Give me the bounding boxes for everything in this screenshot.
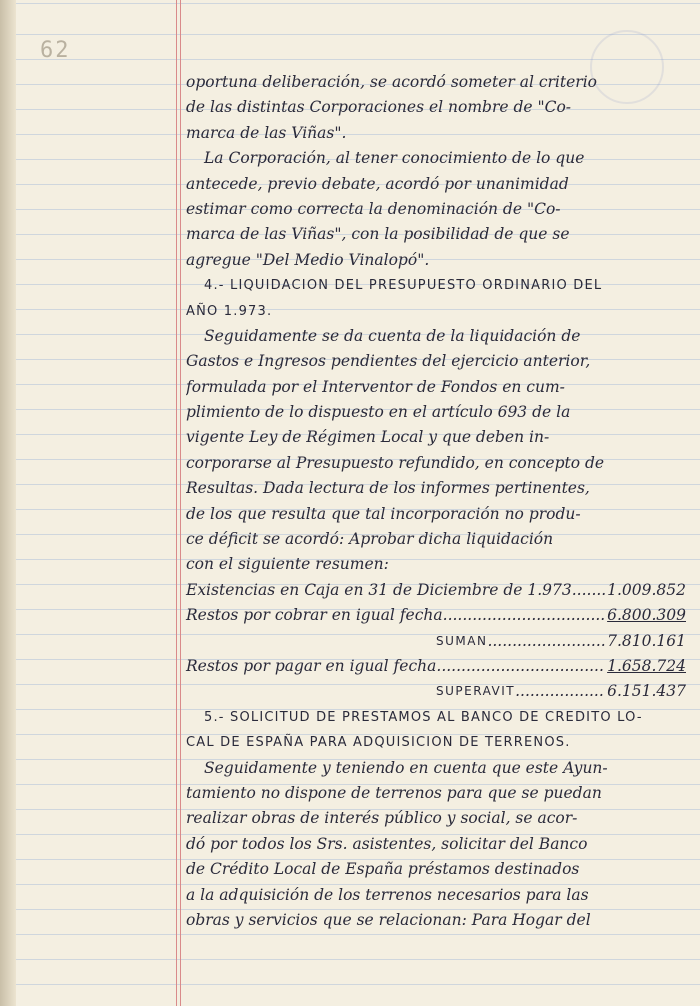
text-line: ce déficit se acordó: Aprobar dicha liquidación bbox=[186, 530, 554, 549]
margin-line bbox=[176, 0, 177, 1006]
text-line: de Crédito Local de España préstamos destinados bbox=[186, 860, 580, 879]
summary-label: Restos por cobrar en igual fecha bbox=[186, 606, 443, 625]
summary-value: 1.009.852 bbox=[607, 580, 686, 599]
summary-label: SUPERAVIT bbox=[436, 684, 516, 699]
text-line: oportuna deliberación, se acordó someter al criterio bbox=[186, 73, 597, 91]
summary-row-restos-pagar bbox=[186, 654, 686, 679]
text-line: formulada por el Interventor de Fondos en cum- bbox=[186, 377, 565, 396]
text-line: de los que resulta que tal incorporación no produ- bbox=[186, 504, 581, 523]
margin-line bbox=[180, 0, 181, 1006]
text-line: vigente Ley de Régimen Local y que deben in- bbox=[186, 428, 550, 447]
summary-row-restos-cobrar bbox=[186, 603, 686, 628]
summary-label: Restos por pagar en igual fecha bbox=[186, 656, 437, 675]
text-line: tamiento no dispone de terrenos para que se puedan bbox=[186, 783, 602, 802]
text-line: marca de las Viñas", con la posibilidad de que se bbox=[186, 225, 570, 244]
summary-row-suman bbox=[186, 629, 686, 654]
text-line: Seguidamente se da cuenta de la liquidación de bbox=[204, 326, 581, 345]
page-binding bbox=[0, 0, 16, 1006]
section-heading-4: 4.- LIQUIDACION DEL PRESUPUESTO ORDINARIO DEL bbox=[204, 278, 603, 294]
summary-value: 7.810.161 bbox=[607, 631, 686, 650]
text-line: obras y servicios que se relacionan: Para Hogar del bbox=[186, 910, 591, 929]
leader-dots bbox=[487, 629, 605, 654]
text-line: plimiento de lo dispuesto en el artículo 693 de la bbox=[186, 403, 571, 422]
section-heading-4-cont: AÑO 1.973. bbox=[186, 303, 273, 319]
leader-dots bbox=[515, 679, 605, 704]
text-line: Seguidamente y teniendo en cuenta que este Ayun- bbox=[204, 758, 608, 777]
text-line: estimar como correcta la denominación de "Co- bbox=[186, 199, 561, 218]
summary-row-superavit bbox=[186, 679, 686, 704]
text-line: Resultas. Dada lectura de los informes pertinentes, bbox=[186, 479, 590, 498]
summary-row-existencias bbox=[186, 578, 686, 603]
text-line: realizar obras de interés público y social, se acor- bbox=[186, 809, 578, 828]
text-line: con el siguiente resumen: bbox=[186, 555, 389, 574]
text-line: a la adquisición de los terrenos necesarios para las bbox=[186, 885, 589, 904]
summary-label: SUMAN bbox=[436, 633, 488, 648]
text-line: Gastos e Ingresos pendientes del ejercicio anterior, bbox=[186, 352, 591, 371]
summary-value: 1.658.724 bbox=[607, 656, 686, 675]
leader-dots bbox=[572, 578, 605, 603]
section-heading-5-cont: CAL DE ESPAÑA PARA ADQUISICION DE TERRENOS. bbox=[186, 735, 571, 751]
summary-label: Existencias en Caja en 31 de Diciembre de 1.973 bbox=[186, 580, 572, 599]
leader-dots bbox=[443, 603, 605, 628]
text-line: La Corporación, al tener conocimiento de lo que bbox=[204, 149, 585, 168]
text-line: dó por todos los Srs. asistentes, solicitar del Banco bbox=[186, 834, 588, 853]
text-line: de las distintas Corporaciones el nombre de "Co- bbox=[186, 98, 572, 117]
page-number: 62 bbox=[40, 38, 71, 63]
text-line: agregue "Del Medio Vinalopó". bbox=[186, 250, 430, 269]
summary-value: 6.800.309 bbox=[607, 606, 686, 625]
summary-value: 6.151.437 bbox=[607, 682, 686, 701]
text-line: marca de las Viñas". bbox=[186, 123, 347, 142]
text-line: corporarse al Presupuesto refundido, en concepto de bbox=[186, 453, 605, 472]
leader-dots bbox=[436, 654, 605, 679]
text-line: antecede, previo debate, acordó por unanimidad bbox=[186, 174, 569, 193]
section-heading-5: 5.- SOLICITUD DE PRESTAMOS AL BANCO DE CREDITO LO- bbox=[204, 709, 643, 725]
minutes-text bbox=[186, 70, 686, 933]
